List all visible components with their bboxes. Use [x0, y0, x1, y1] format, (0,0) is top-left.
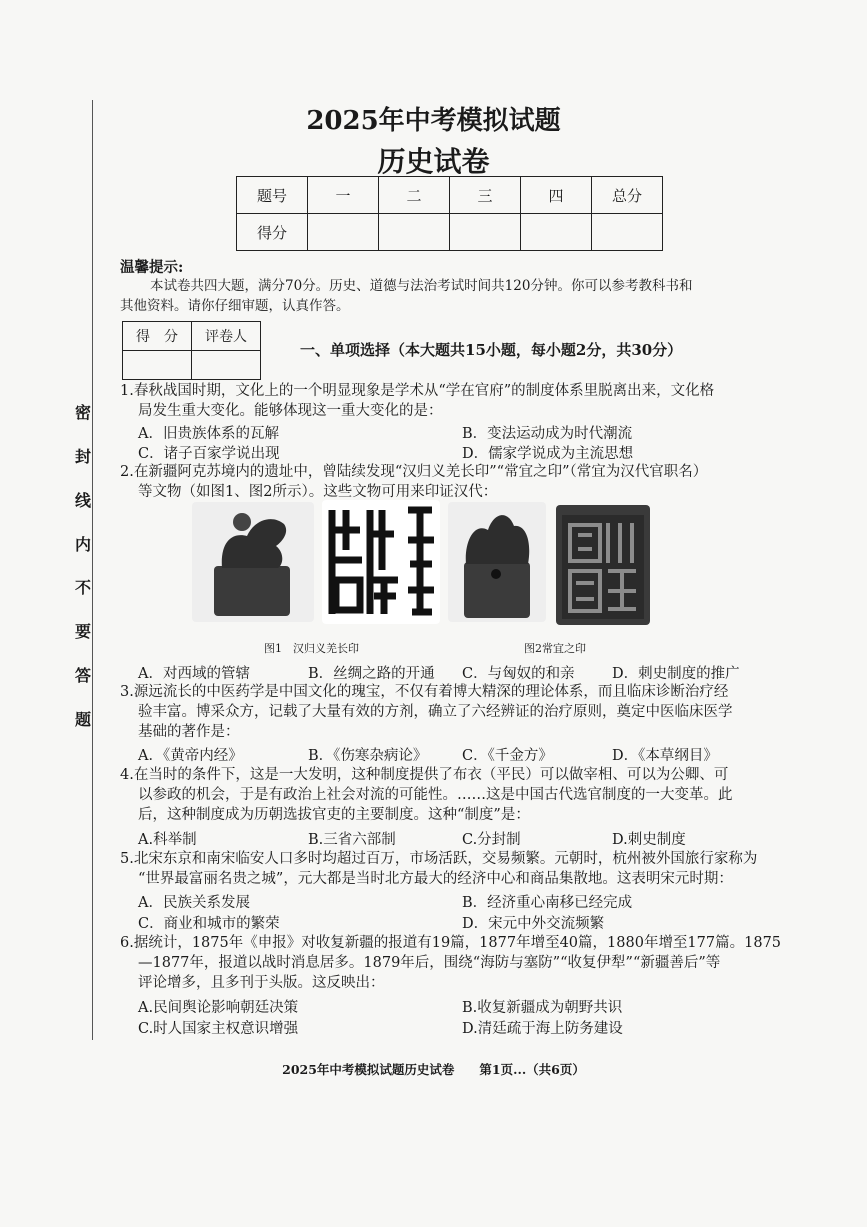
- option-d[interactable]: D.刺史制度: [612, 832, 686, 848]
- score-header: 三: [450, 177, 521, 214]
- score-table: [236, 176, 663, 251]
- option-a[interactable]: A．对西域的管辖: [138, 666, 250, 682]
- option-c[interactable]: C．诸子百家学说出现: [138, 446, 280, 462]
- option-a[interactable]: A．《黄帝内经》: [138, 748, 243, 764]
- question-text: 局发生重大变化。能够体现这一重大变化的是：: [138, 403, 443, 419]
- page-footer: 2025年中考模拟试题历史试卷 第1页...（共6页）: [282, 1062, 585, 1077]
- option-b[interactable]: B.三省六部制: [308, 832, 396, 848]
- section-title: 一、单项选择（本大题共15小题，每小题2分，共30分）: [300, 341, 683, 359]
- han-seal-figure-1-photo: [192, 502, 314, 622]
- question-text: 基础的著作是：: [138, 724, 240, 740]
- tip-label: 温馨提示:: [120, 259, 184, 276]
- han-seal-figure-2-photo: [448, 502, 546, 622]
- score-header: 四: [521, 177, 592, 214]
- score-header: 总分: [592, 177, 663, 214]
- option-a[interactable]: A.科举制: [138, 832, 197, 848]
- seal-char: 要: [74, 622, 91, 642]
- score-header: 二: [379, 177, 450, 214]
- option-a[interactable]: A.民间舆论影响朝廷决策: [138, 1000, 299, 1016]
- figure-1-caption: 图1 汉归义羌长印: [264, 642, 359, 655]
- question-text: 6.据统计，1875年《申报》对收复新疆的报道有19篇，1877年增至40篇，1880年增至177篇。1875: [120, 935, 782, 951]
- seal-char: 答: [74, 666, 91, 686]
- option-b[interactable]: B．经济重心南移已经完成: [462, 895, 633, 911]
- question-text: 1.春秋战国时期，文化上的一个明显现象是学术从“学在官府”的制度体系里脱离出来，文化格: [120, 383, 715, 399]
- option-b[interactable]: B.收复新疆成为朝野共识: [462, 1000, 623, 1016]
- question-text: 评论增多，且多刊于头版。这反映出：: [138, 975, 385, 991]
- option-b[interactable]: B．《伤寒杂病论》: [308, 748, 428, 764]
- question-text: 2.在新疆阿克苏境内的遗址中，曾陆续发现“汉归义羌长印”“常宜之印”（常宜为汉代官职名）: [120, 464, 708, 480]
- score-row-label: 得分: [237, 214, 308, 251]
- option-d[interactable]: D．《本草纲目》: [612, 748, 718, 764]
- tip-text: 其他资料。请你仔细审题，认真作答。: [120, 298, 350, 314]
- option-c[interactable]: C．商业和城市的繁荣: [138, 916, 280, 932]
- question-text: —1877年，报道以战时消息居多。1879年后，围绕“海防与塞防”“收复伊犁”“新疆善后”等: [138, 955, 721, 971]
- option-b[interactable]: B．丝绸之路的开通: [308, 666, 435, 682]
- seal-char: 线: [74, 490, 91, 510]
- han-seal-figure-1-stamp: [322, 500, 440, 624]
- score-cell[interactable]: [521, 214, 592, 251]
- question-text: 后，这种制度成为历朝选拔官吏的主要制度。这种“制度”是：: [138, 807, 530, 823]
- question-text: 5.北宋东京和南宋临安人口多时均超过百万，市场活跃，交易频繁。元朝时，杭州被外国旅行家称为: [120, 851, 758, 867]
- exam-title: 2025年中考模拟试题: [306, 106, 561, 136]
- seal-char: 密: [74, 403, 91, 422]
- seal-char: 内: [74, 534, 91, 554]
- seal-line-text: [72, 400, 94, 730]
- option-c[interactable]: C．与匈奴的和亲: [462, 666, 575, 682]
- option-c[interactable]: C．《千金方》: [462, 748, 553, 764]
- question-text: 等文物（如图1、图2所示）。这些文物可用来印证汉代：: [138, 484, 498, 500]
- score-cell[interactable]: [592, 214, 663, 251]
- score-cell[interactable]: [308, 214, 379, 251]
- score-cell[interactable]: [450, 214, 521, 251]
- grader-score-header: 得 分: [123, 322, 192, 351]
- tip-text: 本试卷共四大题，满分70分。历史、道德与法治考试时间共120分钟。你可以参考教科书和: [150, 278, 693, 294]
- seal-char: 封: [74, 446, 91, 466]
- grader-table: [122, 321, 261, 380]
- option-d[interactable]: D.清廷疏于海上防务建设: [462, 1021, 623, 1037]
- seal-char: 题: [74, 709, 91, 729]
- option-d[interactable]: D．儒家学说成为主流思想: [462, 446, 634, 462]
- question-text: 验丰富。博采众方，记载了大量有效的方剂，确立了六经辨证的治疗原则，奠定中医临床医学: [138, 704, 733, 720]
- option-c[interactable]: C.分封制: [462, 832, 521, 848]
- score-header: 一: [308, 177, 379, 214]
- han-seal-figure-2-stamp: [556, 505, 650, 625]
- seal-char: 不: [74, 578, 91, 598]
- grader-name-header: 评卷人: [192, 322, 261, 351]
- grader-score-cell[interactable]: [123, 351, 192, 380]
- score-header: 题号: [237, 177, 308, 214]
- score-cell[interactable]: [379, 214, 450, 251]
- question-text: 4.在当时的条件下，这是一大发明，这种制度提供了布衣（平民）可以做宰相、可以为公卿、可: [120, 767, 729, 783]
- exam-subtitle: 历史试卷: [377, 145, 490, 178]
- figure-2-caption: 图2常宜之印: [524, 642, 586, 655]
- grader-name-cell[interactable]: [192, 351, 261, 380]
- option-a[interactable]: A．旧贵族体系的瓦解: [138, 426, 279, 442]
- question-text: 3.源远流长的中医药学是中国文化的瑰宝，不仅有着博大精深的理论体系，而且临床诊断治疗经: [120, 684, 729, 700]
- option-d[interactable]: D．宋元中外交流频繁: [462, 916, 605, 932]
- option-c[interactable]: C.时人国家主权意识增强: [138, 1021, 299, 1037]
- option-a[interactable]: A．民族关系发展: [138, 895, 250, 911]
- option-b[interactable]: B．变法运动成为时代潮流: [462, 426, 633, 442]
- question-text: “世界最富丽名贵之城”，元大都是当时北方最大的经济中心和商品集散地。这表明宋元时期：: [138, 871, 733, 887]
- question-text: 以参政的机会，于是有政治上社会对流的可能性。……这是中国古代选官制度的一大变革。此: [138, 787, 733, 803]
- option-d[interactable]: D．刺史制度的推广: [612, 666, 740, 682]
